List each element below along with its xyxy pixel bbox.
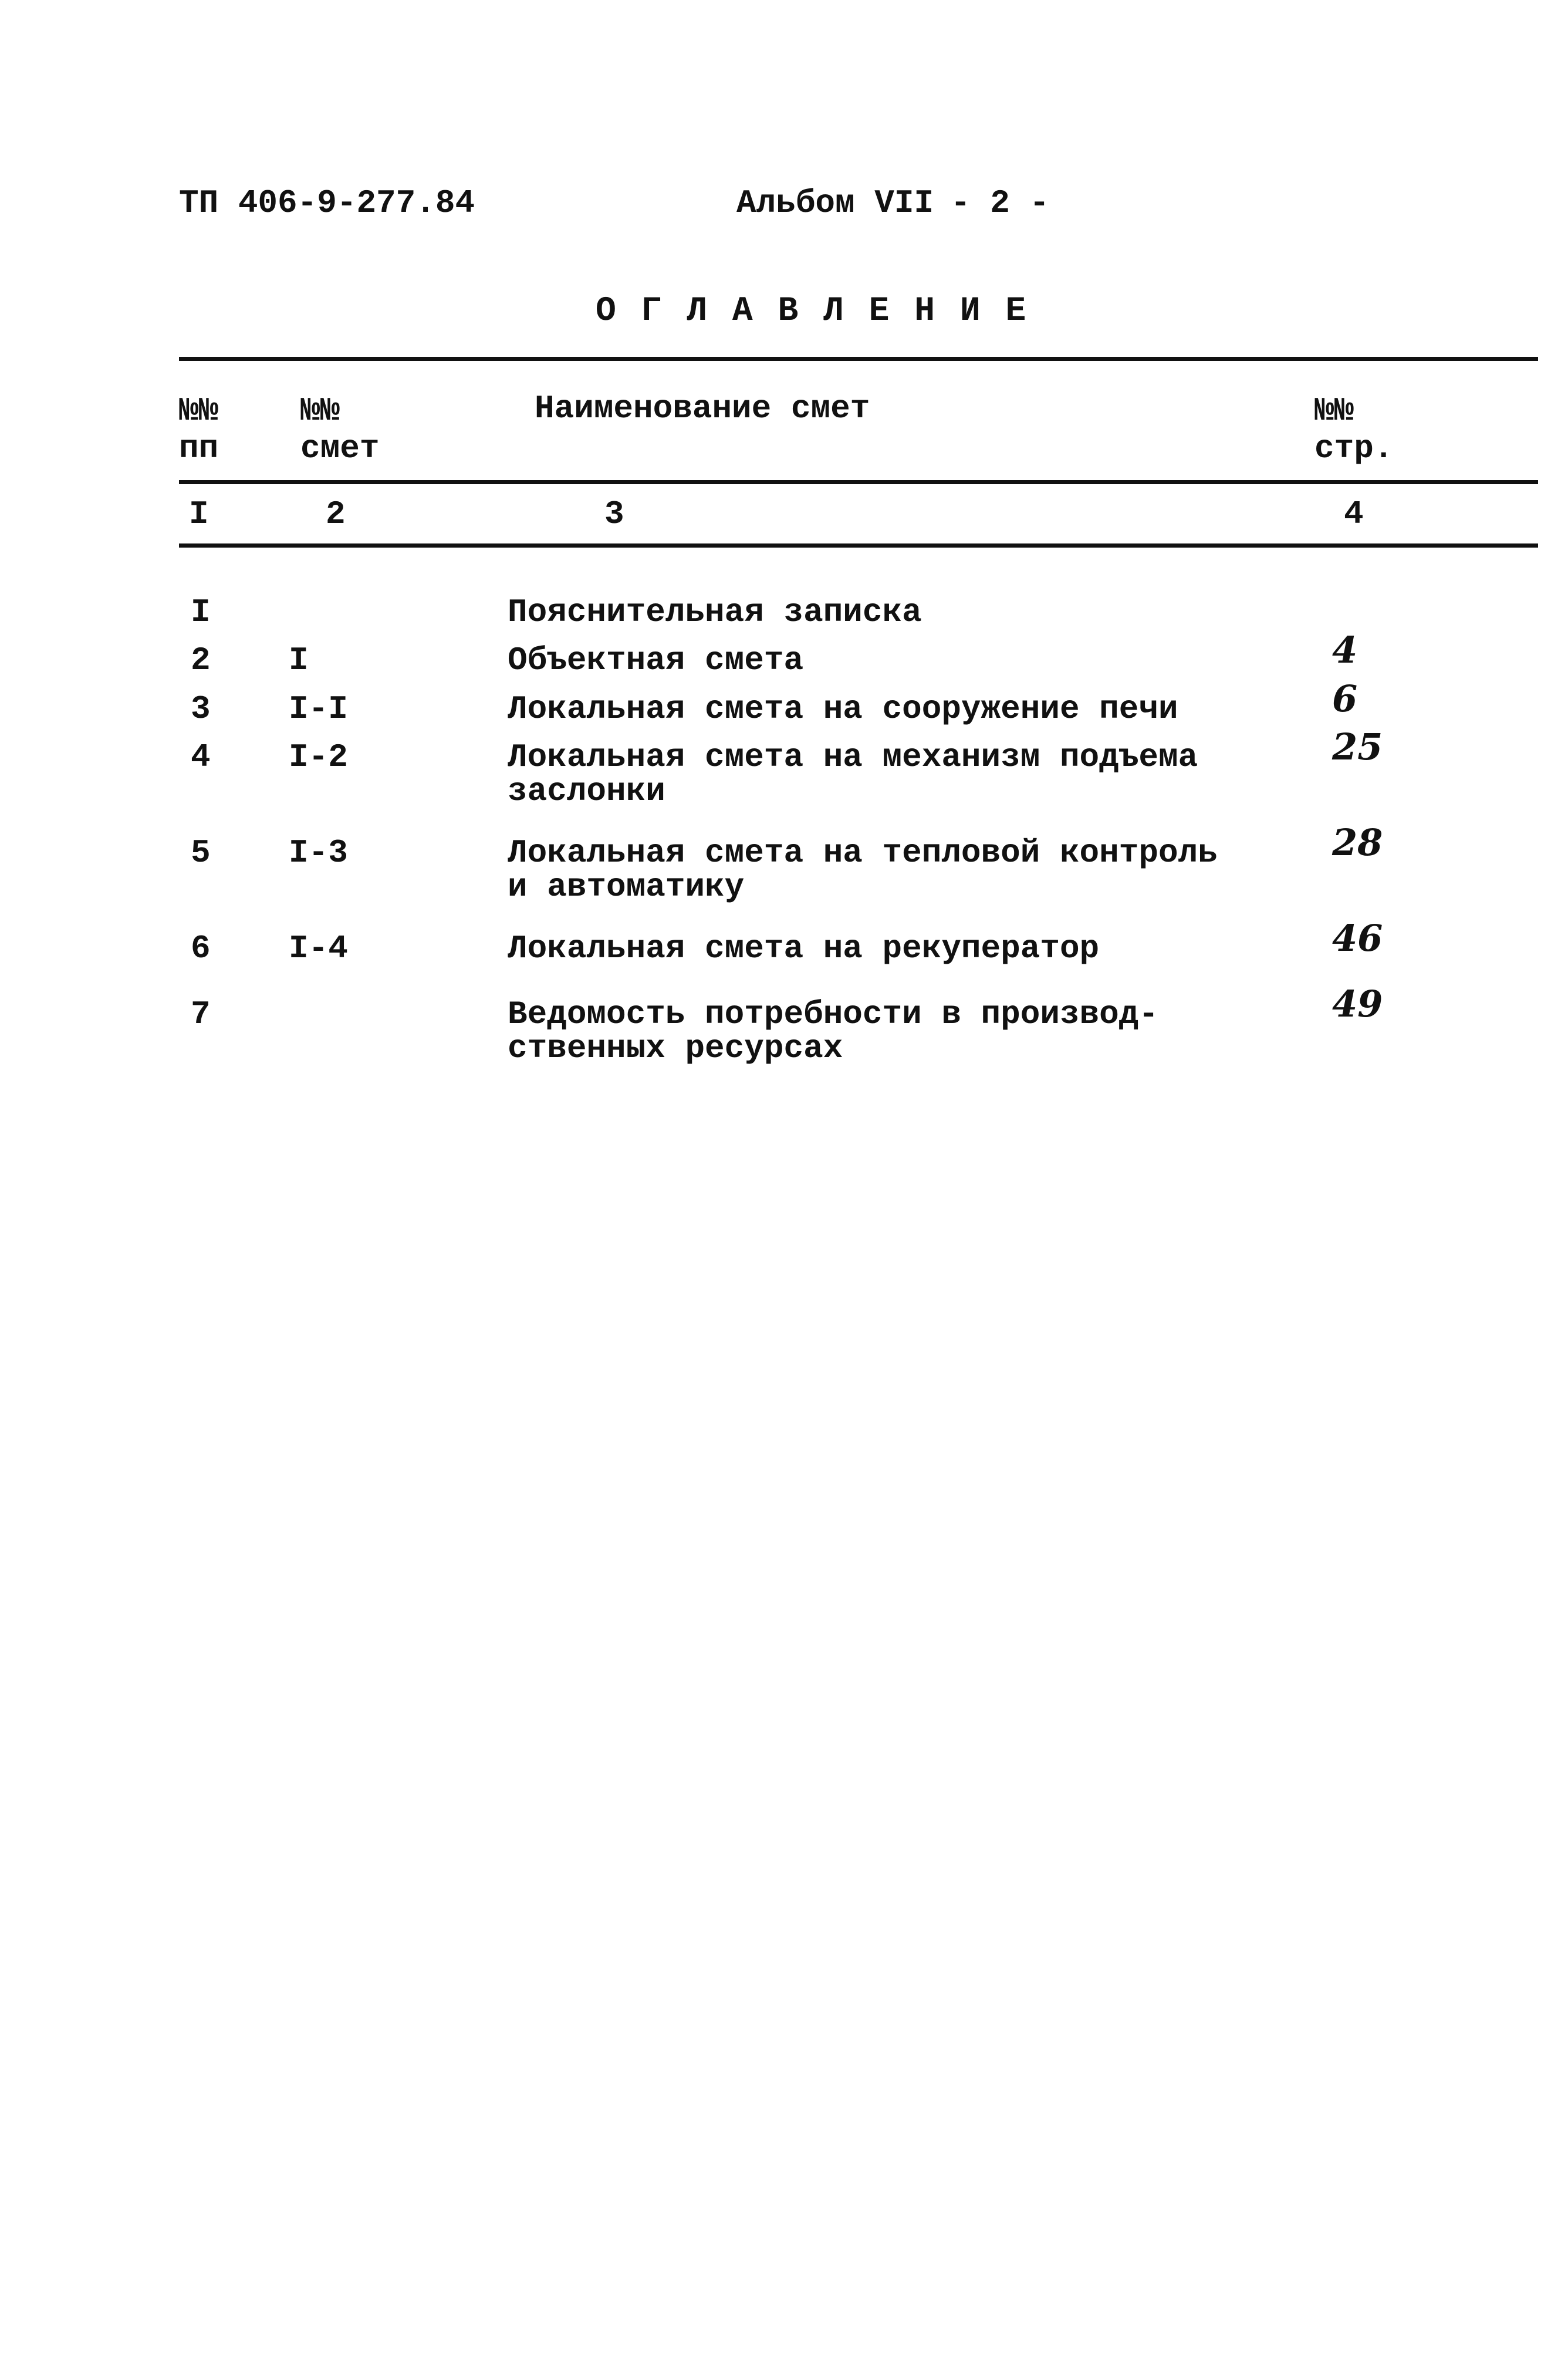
row-number: 7: [191, 995, 211, 1033]
estimate-name: ственных ресурсах: [508, 1029, 843, 1067]
album-label: Альбом VII: [736, 184, 934, 222]
page-ref: 28: [1332, 821, 1383, 864]
estimate-name: Пояснительная записка: [508, 593, 922, 631]
page-number: - 2 -: [951, 184, 1050, 222]
colnum-1: I: [189, 495, 209, 533]
row-number: 6: [191, 930, 211, 967]
page-ref: 4: [1332, 629, 1358, 671]
estimate-number: I-2: [289, 738, 348, 776]
estimate-name: Локальная смета на механизм подъема: [508, 738, 1198, 776]
estimate-name: Локальная смета на сооружение печи: [508, 690, 1178, 728]
estimate-number: I-4: [289, 930, 348, 967]
row-number: 4: [191, 738, 211, 776]
colnum-4: 4: [1344, 495, 1364, 533]
table-top-rule: [179, 357, 1538, 361]
row-number: 2: [191, 642, 211, 679]
header-rule: [179, 480, 1538, 484]
column-number-rule: [179, 543, 1538, 548]
estimate-number: I-3: [289, 834, 348, 872]
page-ref: 25: [1332, 725, 1383, 768]
estimate-name: Локальная смета на рекуператор: [508, 930, 1100, 967]
estimate-name: Объектная смета: [508, 642, 804, 679]
estimate-name: Локальная смета на тепловой контроль: [508, 834, 1218, 872]
estimate-number: I-I: [289, 690, 348, 728]
page-ref: 46: [1332, 917, 1383, 960]
header-estimate-no: №№ смет: [300, 392, 380, 467]
page-title: О Г Л А В Л Е Н И Е: [596, 292, 1029, 330]
row-number: I: [191, 593, 211, 631]
page-ref: 6: [1332, 677, 1358, 720]
page-ref: 49: [1332, 983, 1383, 1025]
estimate-number: I: [289, 642, 309, 679]
header-no: №№ пп: [179, 392, 219, 467]
row-number: 3: [191, 690, 211, 728]
estimate-name: заслонки: [508, 772, 665, 810]
colnum-2: 2: [326, 495, 346, 533]
document-code: ТП 406-9-277.84: [179, 184, 475, 222]
row-number: 5: [191, 834, 211, 872]
header-page: №№ стр.: [1314, 392, 1394, 467]
estimate-name: Ведомость потребности в производ-: [508, 995, 1158, 1033]
estimate-name: и автоматику: [508, 868, 745, 906]
colnum-3: 3: [604, 495, 624, 533]
header-name: Наименование смет: [535, 390, 870, 427]
